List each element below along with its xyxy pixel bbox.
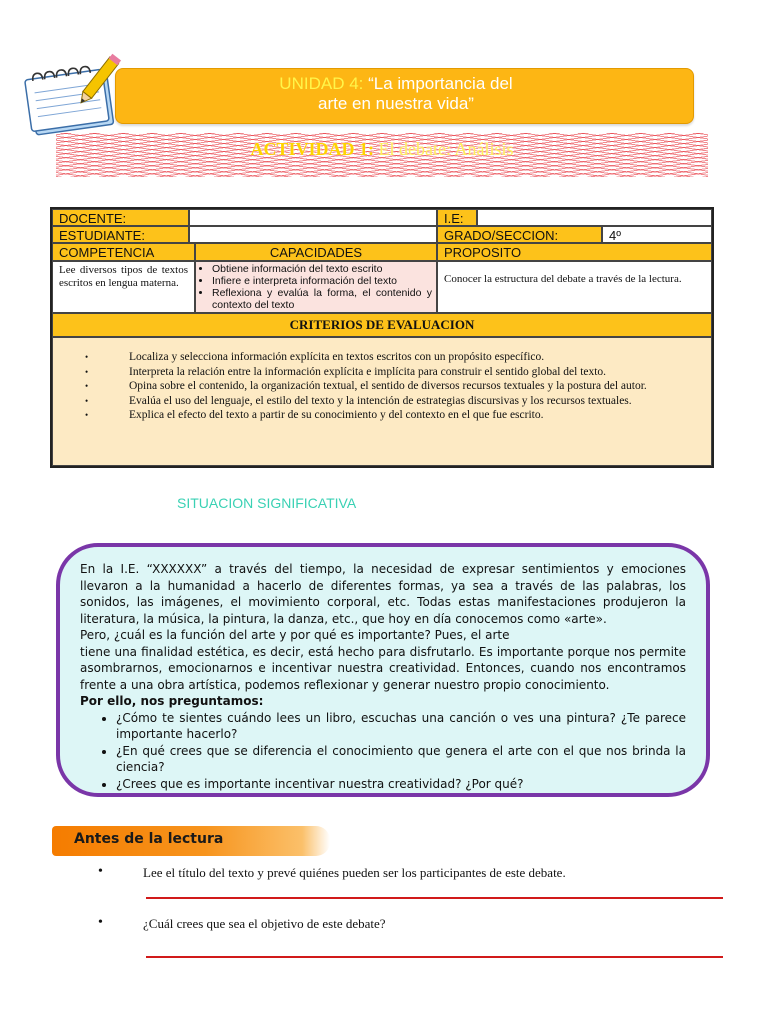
estudiante-label: ESTUDIANTE:	[52, 226, 189, 243]
activity-banner	[56, 133, 708, 177]
situacion-title: SITUACION SIGNIFICATIVA	[177, 495, 357, 511]
grado-field[interactable]: 4º	[602, 226, 712, 243]
criterio-item: • Explica el efecto del texto a partir de su conocimiento y del contexto en el que fue escrito.	[129, 408, 705, 423]
capacidad-item: • Obtiene información del texto escrito	[212, 263, 432, 275]
competencia-text: Lee diversos tipos de textos escritos en lengua materna.	[52, 261, 195, 313]
activity-label: ACTIVIDAD 1:	[250, 139, 375, 159]
questions-intro: Por ello, nos preguntamos:	[80, 694, 264, 708]
bullet-icon: •	[98, 864, 103, 879]
antes-de-la-lectura-badge	[52, 826, 330, 856]
question-item: • ¿Cómo te sientes cuándo lees un libro, escuchas una canción o ves una pintura? ¿Te parece importante hacerlo?	[116, 710, 686, 743]
capacidades-header: CAPACIDADES	[195, 243, 437, 261]
answer-line[interactable]	[146, 956, 723, 958]
capacidad-item: • Infiere e interpreta información del texto	[212, 275, 432, 287]
unit-label: UNIDAD 4:	[279, 74, 364, 93]
question-item: • ¿En qué crees que se diferencia el conocimiento que genera el arte con el que nos brinda la ciencia?	[116, 743, 686, 776]
unit-title-line1: “La importancia del	[368, 74, 513, 93]
antes-question: ¿Cuál crees que sea el objetivo de este debate?	[143, 916, 386, 931]
unit-title	[246, 74, 546, 114]
info-table	[50, 207, 714, 468]
activity-title	[56, 139, 708, 160]
activity-name: El debate: Análisis	[378, 139, 514, 159]
situacion-questions	[80, 710, 686, 793]
situacion-paragraph: tiene una finalidad estética, es decir, está hecho para disfrutarlo. Es importante porque nos permite asombrarnos, emocionarnos e incentivar nuestra creatividad. Entonces, cuando nos encontramos frente a una obra artística, podemos reflexionar y generar nuestro propio conocimiento.	[80, 644, 686, 692]
criterios-title: CRITERIOS DE EVALUACION	[52, 313, 712, 337]
unit-title-line2: arte en nuestra vida”	[318, 94, 474, 113]
situacion-paragraph: En la I.E. “XXXXXX” a través del tiempo, la necesidad de expresar sentimientos y emociones llevaron a la humanidad a hacerlo de diferentes formas, ya sea a través de las palabras, los sonidos, las imágenes, el movimiento corporal, etc. Todas estas manifestaciones produjeron la literatura, la música, la pintura, la danza, etc., que hoy en día conocemos como «arte».	[80, 562, 686, 626]
criterio-item: • Opina sobre el contenido, la organización textual, el sentido de diversos recursos textuales y la postura del autor.	[129, 379, 705, 394]
bullet-icon: •	[98, 915, 103, 930]
grado-label: GRADO/SECCION:	[437, 226, 602, 243]
situacion-box	[56, 543, 710, 797]
proposito-header: PROPOSITO	[437, 243, 712, 261]
criterio-item: • Evalúa el uso del lenguaje, el estilo del texto y la intención de estrategias discursivas y los recursos textuales.	[129, 394, 705, 409]
capacidad-item: • Reflexiona y evalúa la forma, el contenido y contexto del texto	[212, 287, 432, 311]
criterio-item: • Interpreta la relación entre la información explícita e implícita para construir el sentido global del texto.	[129, 365, 705, 380]
proposito-text: Conocer la estructura del debate a través de la lectura.	[437, 261, 712, 313]
criterio-item: • Localiza y selecciona información explícita en textos escritos con un propósito específico.	[129, 350, 705, 365]
competencia-header: COMPETENCIA	[52, 243, 195, 261]
criterios-box	[52, 337, 712, 466]
question-item: • ¿Crees que es importante incentivar nuestra creatividad? ¿Por qué?	[116, 776, 686, 793]
unit-title-banner	[115, 68, 694, 124]
ie-label: I.E:	[437, 209, 477, 226]
situacion-paragraph-line: Pero, ¿cuál es la función del arte y por qué es importante? Pues, el arte	[80, 628, 510, 642]
antes-label: Antes de la lectura	[74, 831, 224, 847]
docente-field[interactable]	[189, 209, 437, 226]
ie-field[interactable]	[477, 209, 712, 226]
capacidades-list	[195, 261, 437, 313]
estudiante-field[interactable]	[189, 226, 437, 243]
antes-question: Lee el título del texto y prevé quiénes pueden ser los participantes de este debate.	[143, 865, 566, 880]
answer-line[interactable]	[146, 897, 723, 899]
docente-label: DOCENTE:	[52, 209, 189, 226]
